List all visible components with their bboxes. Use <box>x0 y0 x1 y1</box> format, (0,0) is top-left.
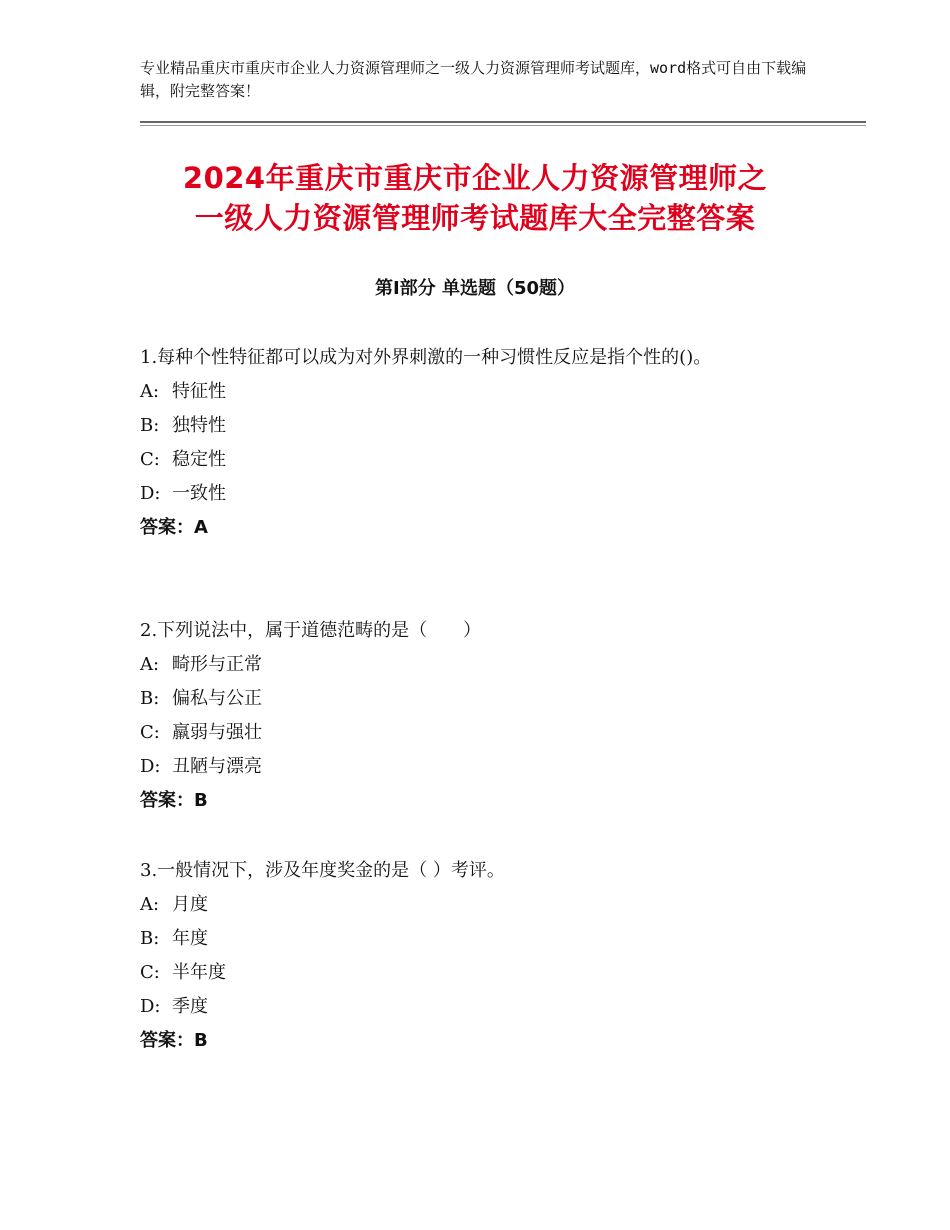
option-letter: D: <box>140 483 161 504</box>
option-letter: D: <box>140 996 161 1017</box>
header-divider <box>140 121 866 123</box>
option-text: 特征性 <box>172 381 226 402</box>
answer-line: 答案：B <box>140 1030 208 1051</box>
option-text: 偏私与公正 <box>172 688 262 709</box>
answer-line: 答案：A <box>140 517 208 538</box>
question-text: 3.一般情况下，涉及年度奖金的是（ ）考评。 <box>140 860 505 881</box>
option-text: 丑陋与漂亮 <box>172 756 262 777</box>
option-letter: C: <box>140 449 160 470</box>
option-letter: D: <box>140 756 161 777</box>
question-text: 1.每种个性特征都可以成为对外界刺激的一种习惯性反应是指个性的()。 <box>140 347 712 368</box>
option-b <box>140 922 830 956</box>
option-a <box>140 888 830 922</box>
option-letter: B: <box>140 928 160 949</box>
section-heading: 第Ⅰ部分 单选题（50题） <box>374 278 575 299</box>
answer-line: 答案：B <box>140 790 208 811</box>
header-note: 专业精品重庆市重庆市企业人力资源管理师之一级人力资源管理师考试题库，word格式可自由下载编辑，附完整答案！ <box>140 59 807 100</box>
option-text: 季度 <box>172 996 208 1017</box>
option-letter: A: <box>140 894 160 915</box>
option-text: 羸弱与强壮 <box>172 722 262 743</box>
question-block <box>140 854 830 1058</box>
title-line-2: 一级人力资源管理师考试题库大全完整答案 <box>194 201 756 235</box>
question-block <box>140 341 830 545</box>
option-text: 一致性 <box>172 483 226 504</box>
question-block <box>140 614 830 818</box>
question-text: 2.下列说法中，属于道德范畴的是（ ） <box>140 620 482 641</box>
option-text: 稳定性 <box>172 449 226 470</box>
option-d <box>140 750 830 784</box>
option-text: 畸形与正常 <box>172 654 262 675</box>
title-line-1: 2024年重庆市重庆市企业人力资源管理师之 <box>182 161 768 195</box>
option-c <box>140 956 830 990</box>
option-d <box>140 990 830 1024</box>
option-text: 独特性 <box>172 415 226 436</box>
option-c <box>140 443 830 477</box>
option-c <box>140 716 830 750</box>
option-letter: B: <box>140 688 160 709</box>
option-a <box>140 648 830 682</box>
option-a <box>140 375 830 409</box>
header-divider-thin <box>140 125 866 126</box>
option-letter: B: <box>140 415 160 436</box>
option-letter: A: <box>140 654 160 675</box>
option-d <box>140 477 830 511</box>
option-letter: C: <box>140 962 160 983</box>
option-text: 半年度 <box>172 962 226 983</box>
document-title <box>120 158 830 238</box>
option-letter: C: <box>140 722 160 743</box>
option-letter: A: <box>140 381 160 402</box>
option-b <box>140 682 830 716</box>
option-b <box>140 409 830 443</box>
option-text: 月度 <box>172 894 208 915</box>
option-text: 年度 <box>172 928 208 949</box>
